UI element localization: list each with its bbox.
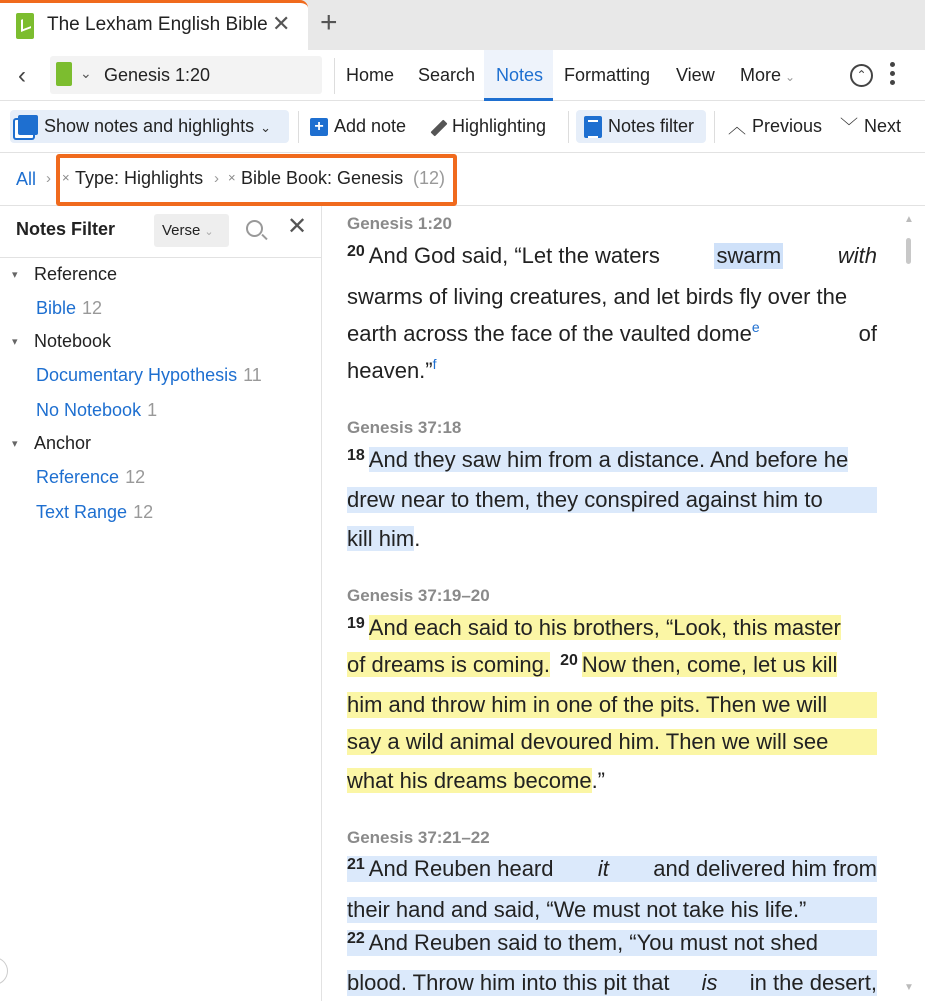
text-segment: blood. Throw him into this pit that	[347, 970, 670, 995]
passage-reference[interactable]: Genesis 37:18	[347, 418, 462, 437]
italic-word: is	[701, 970, 718, 995]
verse-number: 20	[347, 243, 365, 260]
text-line: swarms of living creatures, and let birds fly over the	[347, 284, 848, 309]
footnote-marker[interactable]: e	[751, 319, 760, 335]
highlighted-text[interactable]: kill him	[347, 526, 415, 551]
collapse-icon[interactable]: ⌃	[850, 64, 873, 87]
scroll-up-icon[interactable]: ▲	[904, 214, 914, 225]
filter-item[interactable]	[36, 298, 102, 319]
divider	[568, 111, 569, 143]
text-line	[347, 243, 877, 269]
passage-reference[interactable]: Genesis 37:19–20	[347, 586, 490, 605]
notes-filter-label: Notes filter	[608, 116, 695, 136]
notes-filter-button[interactable]	[576, 110, 706, 143]
text-line	[347, 321, 877, 347]
close-icon[interactable]: ✕	[272, 11, 291, 36]
show-notes-button[interactable]	[10, 110, 289, 143]
highlighted-text[interactable]: And each said to his brothers, “Look, this master	[368, 615, 841, 640]
highlighted-text[interactable]: And they saw him from a distance. And before he	[368, 447, 849, 472]
tab-bar	[0, 0, 925, 50]
filter-item-label: Reference	[36, 467, 120, 487]
highlighted-text[interactable]: their hand and said, “We must not take his life.”	[347, 897, 877, 923]
filter-item-count: 11	[243, 365, 262, 385]
text-segment	[347, 243, 660, 269]
previous-label: Previous	[752, 116, 823, 136]
filter-item-count: 12	[82, 298, 103, 318]
add-note-icon: +	[310, 118, 328, 136]
tab-view[interactable]: View	[676, 65, 715, 85]
passage-reference[interactable]: Genesis 1:20	[347, 214, 452, 233]
text-line	[347, 526, 877, 552]
highlighter-icon	[428, 118, 446, 136]
tab-search[interactable]: Search	[418, 65, 476, 85]
text-segment	[347, 856, 554, 882]
scrollbar[interactable]	[903, 214, 913, 994]
highlighted-text[interactable]: him and throw him in one of the pits. Then we will	[347, 692, 877, 718]
chevron-down-icon: ⌄	[785, 70, 796, 84]
highlighted-text[interactable]: say a wild animal devoured him. Then we will see	[347, 729, 877, 755]
breadcrumb	[0, 153, 925, 206]
text-segment: .”	[591, 768, 606, 793]
text-segment: And God said, “Let the waters	[368, 243, 660, 268]
add-tab-button[interactable]: +	[320, 6, 338, 39]
add-note-label: Add note	[334, 116, 407, 136]
italic-word: with	[837, 243, 877, 268]
filter-item-count: 12	[125, 467, 146, 487]
back-icon[interactable]: ‹	[18, 62, 26, 89]
group-label: Reference	[34, 264, 118, 284]
filter-item-label: No Notebook	[36, 400, 142, 420]
highlighting-label: Highlighting	[452, 116, 547, 136]
chevron-up-icon: ︿	[728, 116, 746, 137]
remove-filter-icon[interactable]: ×	[62, 170, 70, 185]
text-segment: earth across the face of the vaulted dome	[347, 321, 752, 346]
tab-notes-label: Notes	[496, 65, 544, 85]
notes-results	[322, 206, 925, 1001]
scope-select[interactable]	[154, 214, 229, 247]
filter-item-label: Documentary Hypothesis	[36, 365, 238, 385]
filter-item-count: 1	[147, 400, 158, 420]
text-segment: in the desert,	[749, 970, 877, 995]
group-notebook[interactable]	[12, 331, 111, 352]
group-label: Notebook	[34, 331, 112, 351]
group-reference[interactable]	[12, 264, 117, 285]
text-segment: And Reuben said to them, “You must not shed	[368, 930, 819, 955]
highlighted-text[interactable]: of dreams is coming.	[347, 652, 550, 677]
verse-number: 21	[347, 856, 365, 873]
tab-more-label: More	[740, 65, 782, 85]
text-line	[347, 652, 877, 678]
document-tab[interactable]	[0, 0, 308, 50]
reference-input[interactable]: Genesis 1:20	[104, 65, 211, 85]
chevron-right-icon: ›	[214, 170, 219, 187]
search-icon[interactable]	[246, 220, 263, 237]
filter-book[interactable]: Bible Book: Genesis	[241, 168, 404, 188]
text-line	[347, 768, 877, 794]
filter-item[interactable]	[36, 467, 145, 488]
text-segment: And Reuben heard	[368, 856, 554, 881]
highlighted-text[interactable]: Now then, come, let us kill	[581, 652, 838, 677]
notes-filter-panel	[0, 206, 322, 1001]
filter-item[interactable]	[36, 502, 153, 523]
divider	[298, 111, 299, 143]
notes-stack-icon	[18, 115, 38, 135]
scope-value: Verse	[162, 222, 201, 239]
filter-item-count: 12	[133, 502, 154, 522]
divider	[714, 111, 715, 143]
verse-number: 18	[347, 447, 365, 464]
tab-notes[interactable]	[484, 50, 553, 101]
text-segment: and delivered him from	[653, 856, 877, 881]
verse-number: 20	[560, 652, 578, 669]
highlighted-text[interactable]	[347, 930, 877, 956]
divider	[334, 58, 335, 94]
reference-box[interactable]	[50, 56, 322, 94]
highlighted-text[interactable]: what his dreams become	[347, 768, 592, 793]
passage-reference[interactable]: Genesis 37:21–22	[347, 828, 490, 847]
panel-title: Notes Filter	[16, 219, 116, 239]
chevron-down-icon: ⌄	[204, 226, 214, 238]
nav-row	[0, 50, 925, 101]
tab-formatting[interactable]: Formatting	[564, 65, 651, 85]
text-line	[347, 447, 877, 473]
remove-filter-icon[interactable]: ×	[228, 170, 236, 185]
highlighted-text[interactable]: drew near to them, they conspired against him to	[347, 487, 877, 513]
text-segment: .	[414, 526, 421, 551]
close-icon[interactable]: ✕	[287, 213, 308, 240]
tab-home[interactable]: Home	[346, 65, 395, 85]
breadcrumb-all[interactable]: All	[16, 169, 37, 189]
result-count: (12)	[413, 168, 446, 188]
scroll-thumb[interactable]	[906, 238, 911, 264]
highlighted-text[interactable]	[347, 970, 877, 996]
italic-word: it	[597, 856, 609, 881]
filter-item-label: Bible	[36, 298, 77, 318]
filter-item[interactable]	[36, 365, 262, 386]
text-line	[347, 358, 877, 384]
filter-icon	[584, 116, 602, 138]
tab-title: The Lexham English Bible	[47, 14, 268, 35]
chevron-down-icon: ▾	[12, 438, 18, 450]
previous-button[interactable]	[728, 110, 822, 143]
more-options-icon[interactable]	[890, 62, 898, 89]
filter-item[interactable]	[36, 400, 157, 421]
chevron-down-icon: ▾	[12, 269, 18, 281]
group-anchor[interactable]	[12, 433, 91, 454]
text-line	[347, 615, 877, 641]
show-notes-label: Show notes and highlights	[44, 116, 255, 136]
highlighting-button[interactable]	[428, 110, 546, 143]
panel-header	[0, 206, 321, 258]
tab-more[interactable]	[740, 65, 795, 86]
verse-number: 22	[347, 930, 365, 947]
notes-toolbar	[0, 101, 925, 153]
next-label: Next	[864, 116, 902, 136]
next-button[interactable]	[840, 110, 901, 143]
resource-icon	[56, 62, 72, 86]
chevron-down-icon: ﹀	[840, 116, 858, 137]
bible-icon	[16, 13, 34, 39]
highlighted-text[interactable]	[347, 856, 877, 882]
chevron-down-icon: ▾	[12, 336, 18, 348]
scroll-down-icon[interactable]: ▼	[904, 982, 914, 993]
chevron-down-icon[interactable]: ⌄	[80, 65, 92, 81]
chevron-right-icon: ›	[46, 170, 51, 187]
filter-item-label: Text Range	[36, 502, 128, 522]
text-segment: of	[858, 321, 877, 346]
verse-number: 19	[347, 615, 365, 632]
group-label: Anchor	[34, 433, 92, 453]
highlighted-word[interactable]: swarm	[716, 243, 782, 268]
add-note-button[interactable]	[310, 110, 406, 143]
text-segment	[347, 321, 760, 347]
footnote-marker[interactable]: f	[432, 356, 437, 372]
chevron-down-icon: ⌄	[260, 120, 272, 135]
filter-type[interactable]: Type: Highlights	[75, 168, 204, 188]
text-segment: heaven.”	[347, 358, 433, 383]
